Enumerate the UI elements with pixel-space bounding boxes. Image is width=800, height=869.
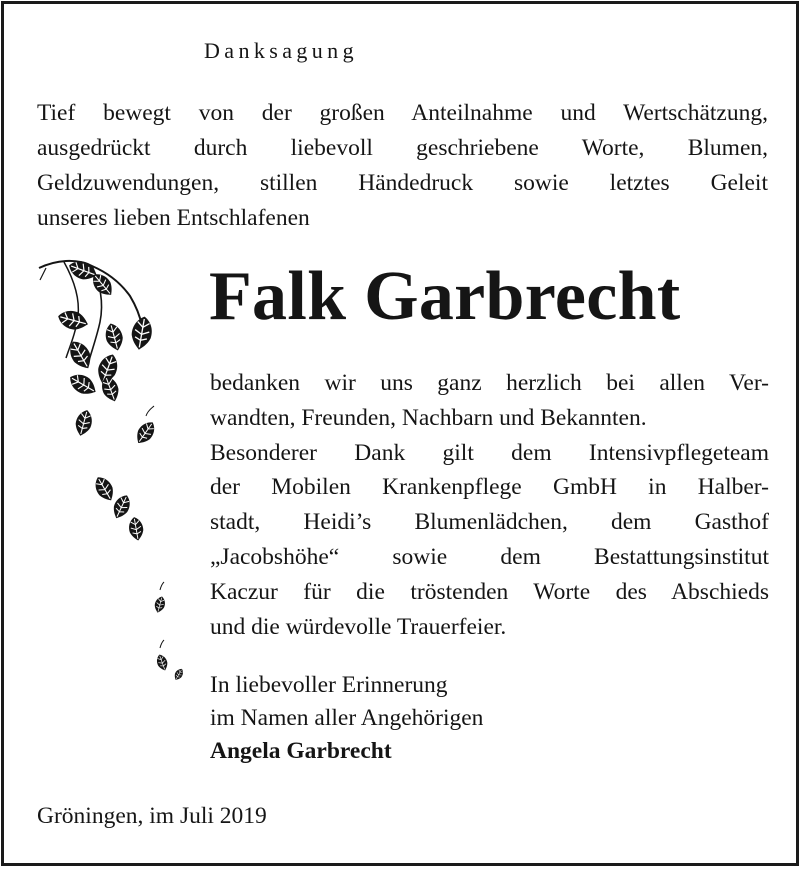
intro-line: Geldzuwendungen, stillen Händedruck sowie letztes Geleit [37, 170, 768, 196]
thanks-line: bedanken wir uns ganz herzlich bei allen Ver- [210, 370, 769, 396]
obituary-notice [1, 1, 799, 866]
place-date: Gröningen, im Juli 2019 [37, 803, 267, 829]
closing-block [210, 669, 483, 768]
thanks-line: stadt, Heidi’s Blumenlädchen, dem Gasthof [210, 509, 769, 536]
thanks-line: der Mobilen Krankenpflege GmbH in Halber- [210, 474, 769, 501]
thanks-paragraph [210, 366, 769, 644]
closing-line: im Namen aller Angehörigen [210, 705, 484, 731]
intro-line: Tief bewegt von der großen Anteilnahme und Wertschätzung, [37, 100, 768, 126]
thanks-line: Kaczur für die tröstenden Worte des Abschieds [210, 578, 769, 605]
thanks-line: „Jacobshöhe“ sowie dem Bestattungsinstitut [210, 543, 769, 570]
notice-heading: Danksagung [204, 38, 358, 63]
intro-paragraph [37, 96, 768, 236]
thanks-line: wandten, Freunden, Nachbarn und Bekannten. [210, 404, 647, 431]
thanks-line: und die würdevolle Trauerfeier. [210, 613, 507, 640]
intro-line: ausgedrückt durch liebevoll geschriebene Worte, Blumen, [37, 135, 768, 161]
signature-name: Angela Garbrecht [210, 738, 392, 764]
deceased-name: Falk Garbrecht [209, 258, 681, 335]
thanks-line: Besonderer Dank gilt dem Intensivpflegeteam [210, 439, 769, 466]
intro-line: unseres lieben Entschlafenen [37, 205, 310, 231]
falling-leaves-branch-icon [34, 250, 184, 705]
closing-line: In liebevoller Erinnerung [210, 672, 448, 698]
